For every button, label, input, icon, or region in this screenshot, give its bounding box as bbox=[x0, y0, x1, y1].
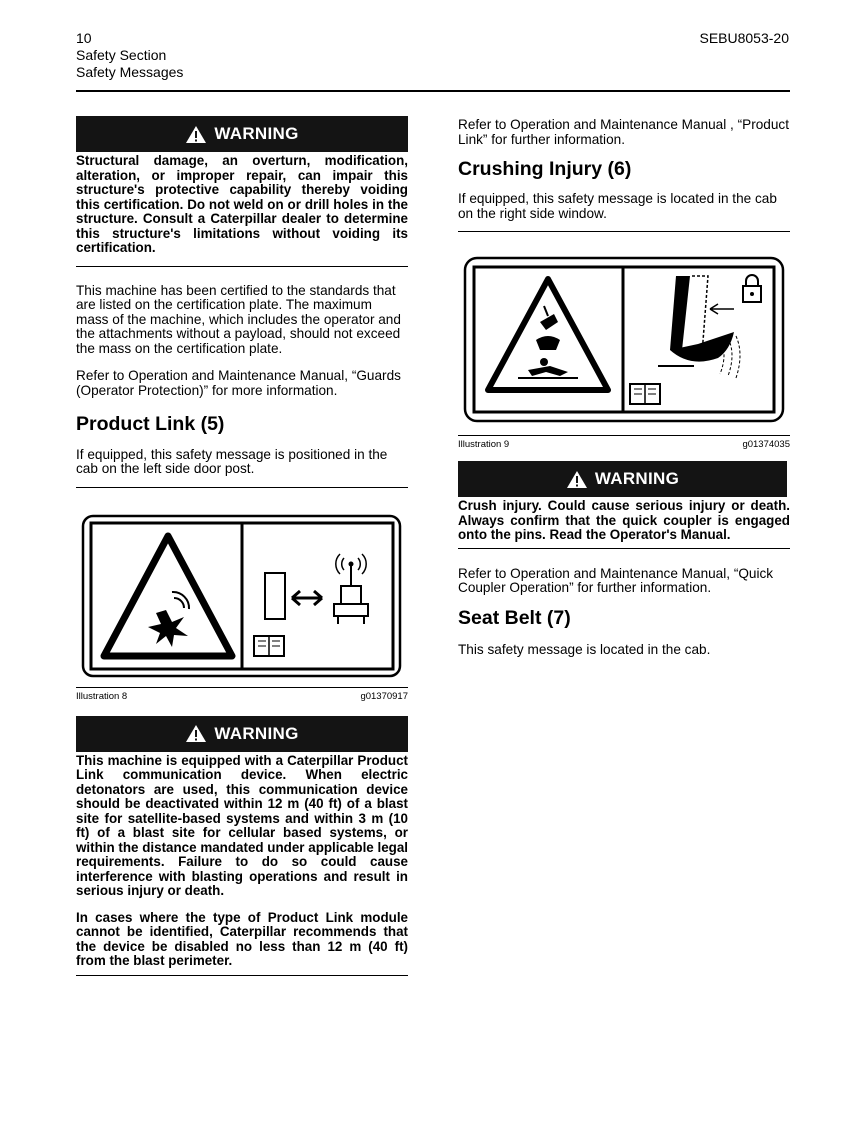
seat-belt-location-paragraph: This safety message is located in the cab. bbox=[458, 642, 711, 658]
illustration-label: Illustration 8 bbox=[76, 690, 128, 702]
illustration-8-figure bbox=[76, 514, 408, 680]
crushing-safety-decal bbox=[458, 254, 790, 450]
warning-text: Crush injury. Could cause serious injury or death. Always confirm that the quick coupler is engaged onto the pins. Read the Operator's Manual. bbox=[458, 498, 790, 543]
header-rule bbox=[76, 90, 790, 92]
warning-banner bbox=[76, 716, 408, 752]
certification-paragraph: This machine has been certified to the standards that are listed on the certification plate. The maximum mass of the machine, which includes the operator and the attachments without a payload, should not exceed the mass on the certification plate. bbox=[76, 282, 401, 356]
product-link-reference-paragraph: Refer to Operation and Maintenance Manual , “Product Link” for further information. bbox=[458, 117, 789, 147]
section-title: Safety Section bbox=[76, 47, 167, 63]
illustration-8-caption bbox=[76, 688, 408, 702]
product-link-heading: Product Link (5) bbox=[76, 412, 225, 435]
divider bbox=[458, 548, 790, 549]
right-column bbox=[458, 118, 790, 658]
guards-reference-paragraph: Refer to Operation and Maintenance Manual, “Guards (Operator Protection)” for more information. bbox=[76, 368, 401, 399]
page-header-left bbox=[76, 30, 183, 81]
illustration-code: g01370917 bbox=[360, 690, 408, 702]
warning-label: WARNING bbox=[594, 469, 680, 489]
crushing-injury-heading: Crushing Injury (6) bbox=[458, 158, 632, 181]
divider bbox=[458, 231, 790, 232]
page-number: 10 bbox=[76, 30, 92, 46]
subsection-title: Safety Messages bbox=[76, 64, 184, 80]
warning-triangle-icon bbox=[566, 470, 588, 489]
illustration-code: g01374035 bbox=[742, 439, 790, 451]
left-column bbox=[76, 116, 408, 976]
seat-belt-heading: Seat Belt (7) bbox=[458, 607, 571, 630]
warning-label: WARNING bbox=[214, 723, 299, 743]
manual-book-icon bbox=[630, 384, 660, 404]
warning-triangle-icon bbox=[185, 125, 207, 144]
warning-banner bbox=[76, 116, 408, 152]
warning-banner bbox=[458, 461, 787, 497]
illustration-9-figure bbox=[458, 254, 790, 450]
crushing-location-paragraph: If equipped, this safety message is located in the cab on the right side window. bbox=[458, 191, 777, 221]
document-number: SEBU8053-20 bbox=[699, 30, 789, 46]
warning-text-secondary: In cases where the type of Product Link module cannot be identified, Caterpillar recommends that the device be disabled no less than 12 m (40 ft) from the blast perimeter. bbox=[76, 909, 408, 969]
manual-book-icon bbox=[254, 636, 284, 656]
divider bbox=[76, 487, 408, 488]
warning-text: This machine is equipped with a Caterpillar Product Link communication device. When electric detonators are used, this communication device should be deactivated within 12 m (40 ft) of a blast site for satellite-based systems and within 3 m (10 ft) of a blast site for cellular based systems, or within the distance mandated under applicable legal requirements. Failure to do so could cause interference with blasting operations and result in serious injury or death. bbox=[76, 752, 408, 899]
divider bbox=[76, 266, 408, 267]
product-link-location-paragraph: If equipped, this safety message is positioned in the cab on the left side door post. bbox=[76, 446, 388, 477]
coupler-reference-paragraph: Refer to Operation and Maintenance Manual, “Quick Coupler Operation” for further information. bbox=[458, 565, 774, 596]
warning-text: Structural damage, an overturn, modification, alteration, or improper repair, can impair this structure's protective capability thereby voiding this certification. Do not weld on or drill holes in the structure. Consult a Caterpillar dealer to determine this structure's limitations without voiding its certification. bbox=[76, 153, 408, 255]
product-link-safety-decal bbox=[76, 514, 404, 680]
warning-triangle-icon bbox=[185, 724, 207, 743]
warning-label: WARNING bbox=[214, 124, 299, 143]
illustration-label: Illustration 9 bbox=[458, 439, 510, 451]
divider bbox=[76, 975, 408, 976]
